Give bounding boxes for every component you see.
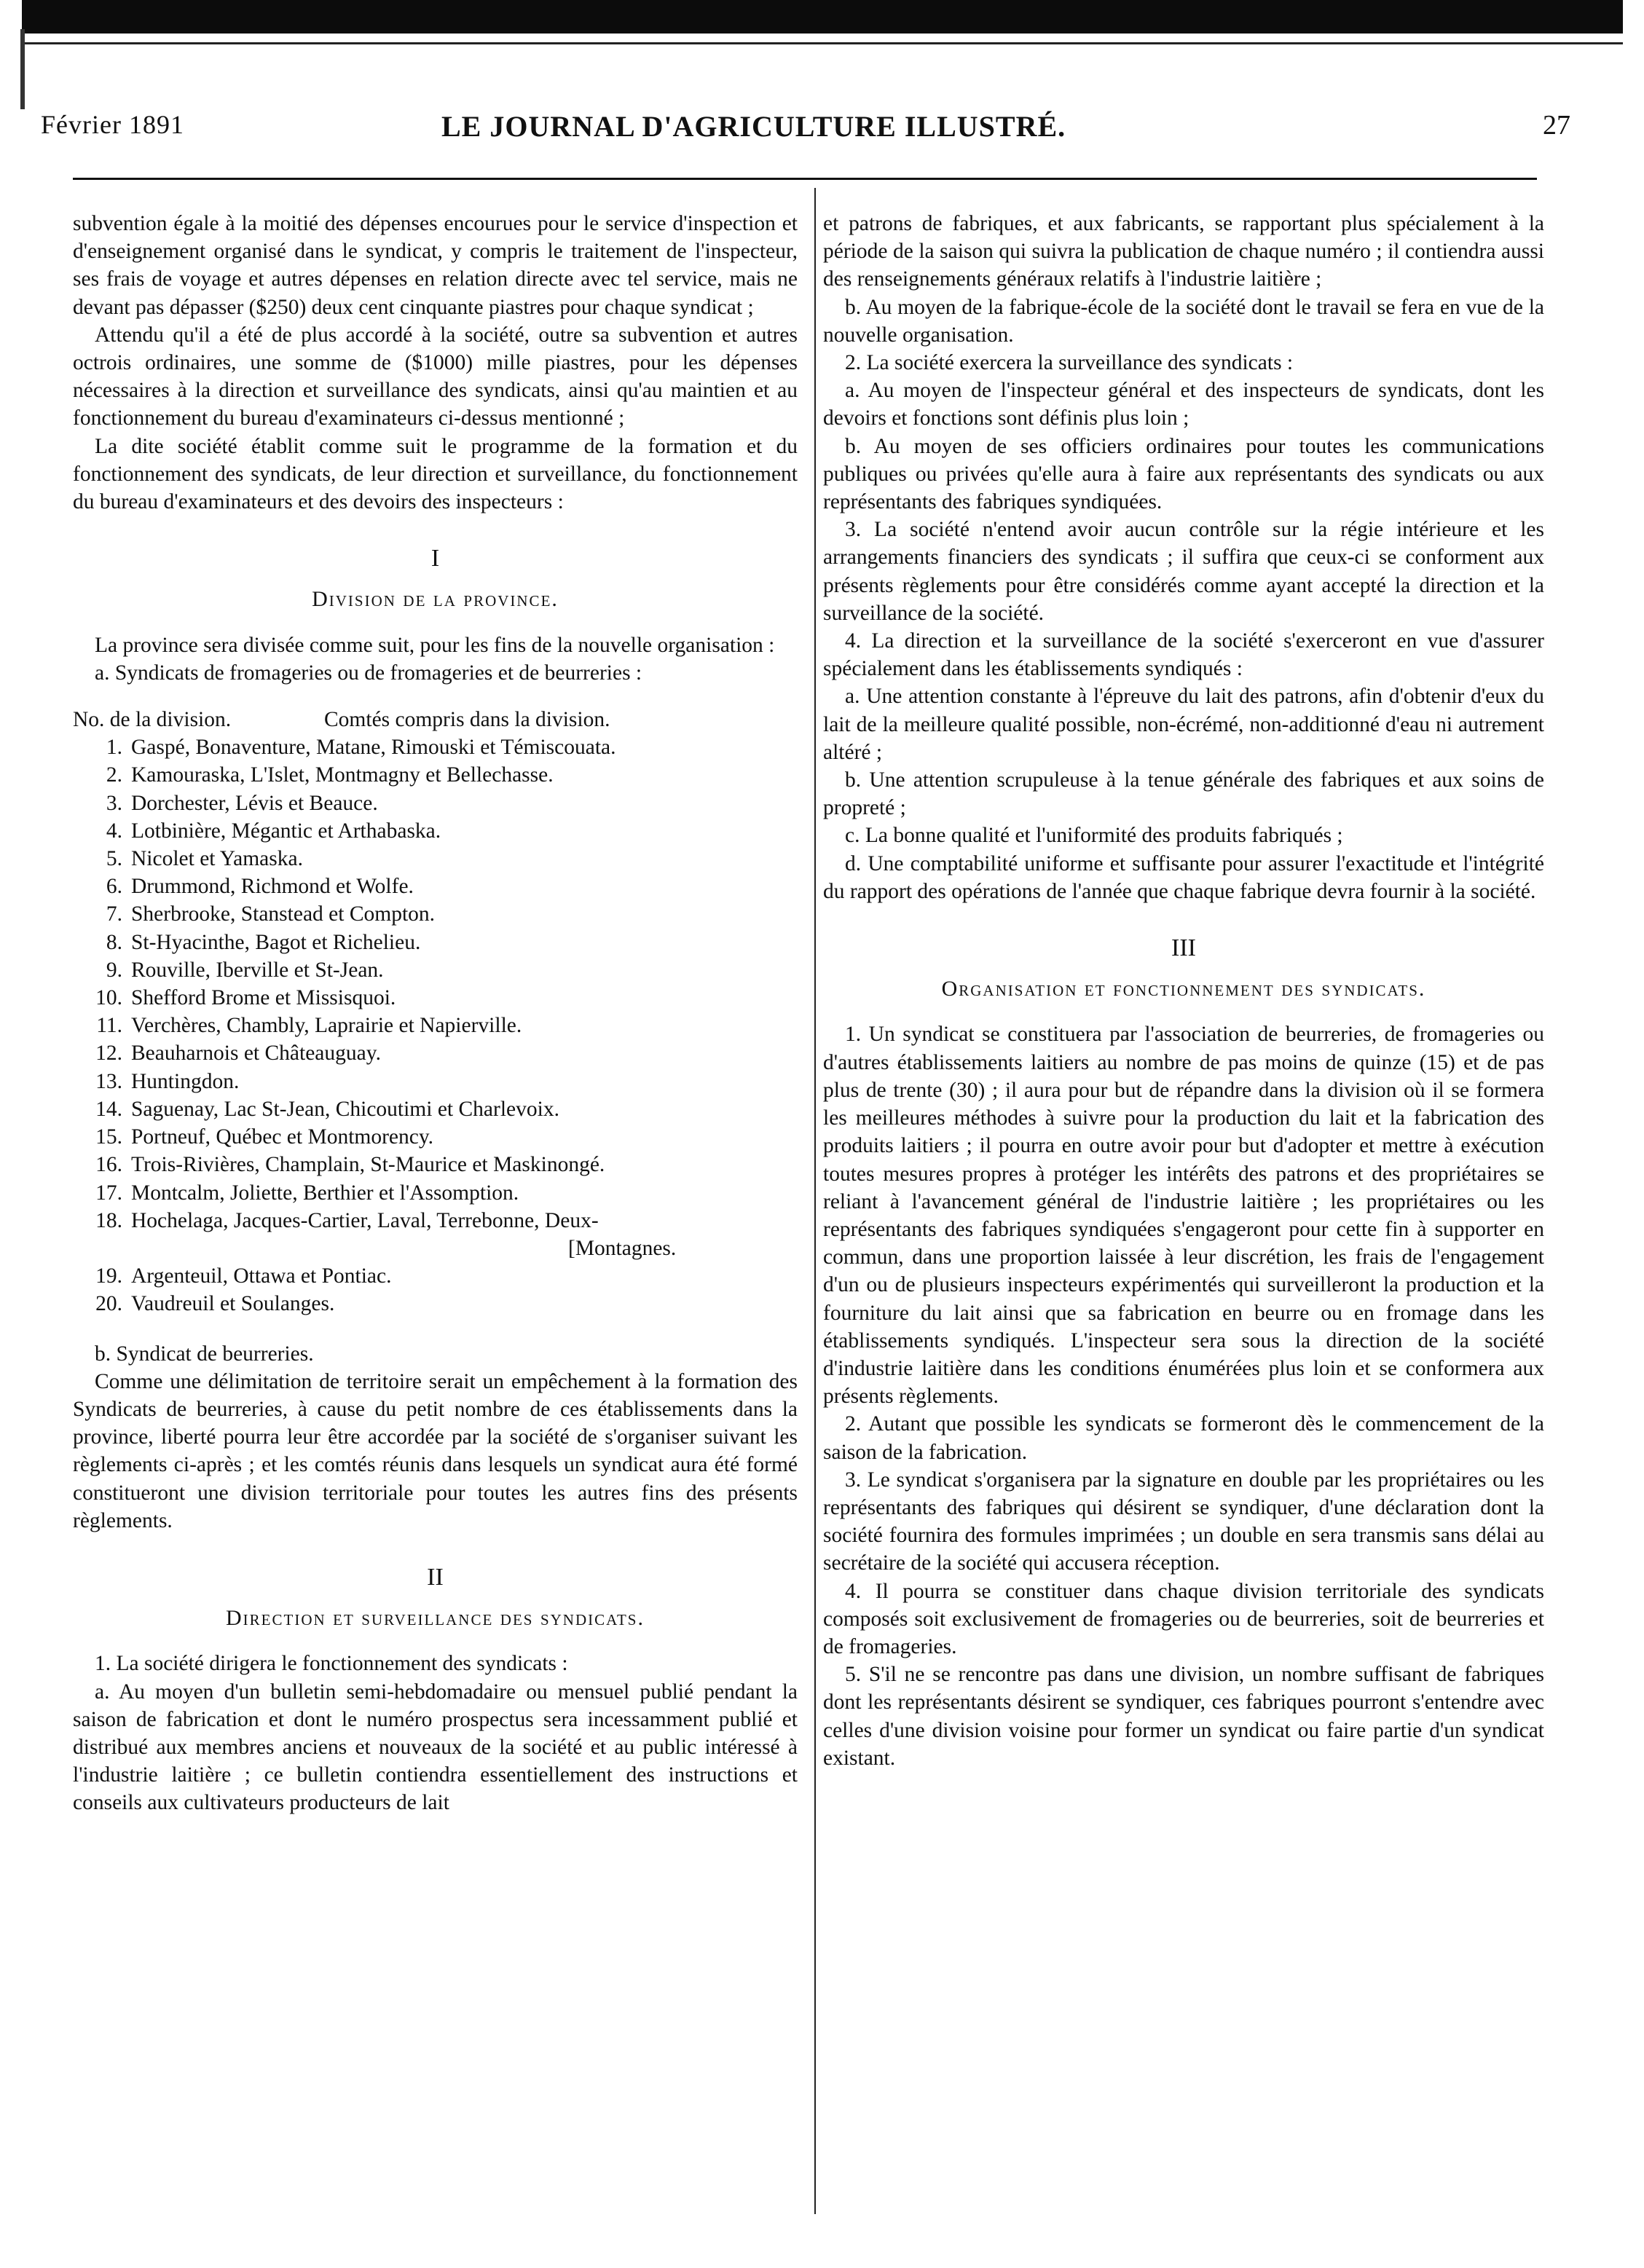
list-item: [73, 1179, 798, 1207]
list-item: [73, 929, 798, 956]
paragraph: 3. La société n'entend avoir aucun contrôle sur la régie intérieure et les arrangements financiers des syndicats ; il suffira que ceux-ci se conforment aux présents règlements pour être considérés comme ayant accepté la direction et la surveillance de la société.: [823, 518, 1544, 625]
division-number: 15.: [95, 1125, 122, 1149]
division-counties: Nicolet et Yamaska.: [131, 847, 303, 871]
paragraph: c. La bonne qualité et l'uniformité des produits fabriqués ;: [845, 824, 1343, 848]
division-number: 19.: [95, 1264, 122, 1288]
division-number: 18.: [95, 1208, 122, 1232]
division-number: 8.: [106, 930, 122, 954]
top-border-rule: [22, 42, 1623, 44]
list-item: [73, 1068, 798, 1095]
division-number: 17.: [95, 1181, 122, 1205]
list-item: [73, 984, 798, 1012]
division-number: 10.: [95, 986, 122, 1010]
division-number: 6.: [106, 875, 122, 899]
paragraph: b. Au moyen de la fabrique-école de la société dont le travail se fera en vue de la nouvelle organisation.: [823, 295, 1544, 347]
paragraph: 1. La société dirigera le fonctionnement des syndicats :: [95, 1652, 568, 1676]
paragraph: La province sera divisée comme suit, pour les fins de la nouvelle organisation :: [95, 633, 775, 657]
division-counties: Argenteuil, Ottawa et Pontiac.: [131, 1264, 392, 1288]
list-item: [73, 873, 798, 900]
list-item: [73, 1095, 798, 1123]
left-edge-mark: [20, 29, 25, 109]
division-counties: Beauharnois et Châteauguay.: [131, 1042, 381, 1066]
division-number: 9.: [106, 958, 122, 982]
division-number: 1.: [106, 736, 122, 760]
paragraph: a. Au moyen de l'inspecteur général et des inspecteurs de syndicats, dont les devoirs et fonctions sont définis plus loin ;: [823, 379, 1544, 430]
left-column: [73, 210, 798, 1817]
section-title: Division de la province.: [312, 587, 559, 612]
division-number: 12.: [95, 1042, 122, 1066]
list-item: [73, 900, 798, 928]
table-column-header: No. de la division.: [73, 708, 232, 732]
paragraph: Comme une délimitation de territoire serait un empêchement à la formation des Syndicats de beurreries, à cause du petit nombre de ces établissements dans la province, liberté pourra leur être accordée par la société de s'organiser suivant les règlements ci-après ; et les comtés réunis dans lesquels un syndicat aura été formé constitueront une division territoriale pour toutes les autres fins des présents règlements.: [73, 1369, 798, 1532]
paragraph: 2. La société exercera la surveillance des syndicats :: [845, 351, 1294, 375]
list-item: [73, 817, 798, 845]
running-header: [41, 109, 1570, 153]
right-column: [823, 210, 1544, 1772]
paragraph: b. Syndicat de beurreries.: [95, 1342, 314, 1366]
list-item: [73, 1262, 798, 1290]
division-counties: Kamouraska, L'Islet, Montmagny et Bellechasse.: [131, 763, 554, 787]
page-number: 27: [1543, 110, 1570, 141]
list-item: [73, 790, 798, 817]
section-title: Organisation et fonctionnement des syndicats.: [941, 977, 1426, 1001]
division-counties: Rouville, Iberville et St-Jean.: [131, 958, 384, 982]
list-item: [73, 1290, 798, 1318]
division-number: 2.: [106, 763, 122, 787]
paragraph: 1. Un syndicat se constituera par l'association de beurreries, de fromageries ou d'autres établissements laitiers au nombre de pas moins de quinze (15) et de pas plus de trente (30) ; il aura pour but de répandre dans la division où il se formera les meilleures méthodes à suivre pour la production du lait et la fabrication des produits laitiers ; il pourra en outre avoir pour but d'adopter et mettre à exécution toutes mesures propres à protéger les intérêts des patrons et des propriétaires se reliant à l'avancement général de l'industrie laitière ; les propriétaires ou les représentants des fabriques syndiquées s'engageront pour cette fin à supporter en commun, dans une proportion laissée à leur discrétion, les frais de l'engagement d'un ou de plusieurs inspecteurs expérimentés qui surveilleront la production et la fourniture du lait ainsi que sa fabrication en beurre ou en fromage dans les établissements syndiqués. L'inspecteur sera sous la direction de la société d'industrie laitière dans les conditions énumérées plus loin et se conformera aux présents règlements.: [823, 1023, 1544, 1409]
top-border-bar: [22, 0, 1623, 34]
division-counties: Gaspé, Bonaventure, Matane, Rimouski et Témiscouata.: [131, 736, 616, 760]
division-counties: St-Hyacinthe, Bagot et Richelieu.: [131, 930, 421, 954]
division-number: 4.: [106, 819, 122, 843]
paragraph: 4. La direction et la surveillance de la société s'exerceront en vue d'assurer spécialement dans les établissements syndiqués :: [823, 629, 1544, 681]
section-numeral: III: [1171, 934, 1196, 962]
paragraph: a. Une attention constante à l'épreuve du lait des patrons, afin d'obtenir d'eux du lait de la meilleure qualité possible, non-écrémé, non-additionné d'eau ni autrement altéré ;: [823, 685, 1544, 764]
list-item: [73, 1235, 798, 1262]
division-number: 16.: [95, 1153, 122, 1177]
division-number: 11.: [96, 1014, 122, 1038]
division-counties: Sherbrooke, Stanstead et Compton.: [131, 902, 436, 926]
division-number: 14.: [95, 1097, 122, 1121]
division-counties: Portneuf, Québec et Montmorency.: [131, 1125, 434, 1149]
table-column-header: Comtés compris dans la division.: [324, 708, 610, 732]
division-number: 3.: [106, 791, 122, 815]
list-item: [73, 1123, 798, 1151]
list-item: [73, 845, 798, 873]
division-counties-continuation: [Montagnes.: [568, 1236, 677, 1260]
division-counties: Drummond, Richmond et Wolfe.: [131, 875, 414, 899]
division-counties: Verchères, Chambly, Laprairie et Napierville.: [131, 1014, 522, 1038]
paragraph: a. Au moyen d'un bulletin semi-hebdomadaire ou mensuel publié pendant la saison de fabrication et dont le numéro prospectus sera incessamment publié et distribué aux membres anciens et nouveaux de la société et au public intéressé à l'industrie laitière ; ce bulletin contiendra essentiellement des instructions et conseils aux cultivateurs producteurs de lait: [73, 1680, 798, 1815]
division-list: [73, 733, 798, 1318]
paragraph: Attendu qu'il a été de plus accordé à la société, outre sa subvention et autres octrois ordinaires, une somme de ($1000) mille piastres, pour les dépenses nécessaires à la direction et surveillance des syndicats, ainsi qu'au maintien et au fonctionnement du bureau d'examinateurs ci-dessus mentionné ;: [73, 323, 798, 430]
paragraph: d. Une comptabilité uniforme et suffisante pour assurer l'exactitude et l'intégrité du rapport des opérations de l'année que chaque fabrique devra fournir à la société.: [823, 851, 1544, 903]
division-table-header: [73, 706, 798, 733]
list-item: [73, 1207, 798, 1235]
paragraph: 3. Le syndicat s'organisera par la signature en double par les propriétaires ou les représentants des fabriques qui désirent se syndiquer, d'une déclaration dont la société fournira des formules imprimées ; un double en sera transmis sans délai au secrétaire de la société qui accusera réception.: [823, 1468, 1544, 1575]
paragraph: 2. Autant que possible les syndicats se formeront dès le commencement de la saison de la fabrication.: [823, 1412, 1544, 1464]
division-number: 5.: [106, 847, 122, 871]
paragraph: La dite société établit comme suit le programme de la formation et du fonctionnement des syndicats, de leur direction et surveillance, du fonctionnement du bureau d'examinateurs et des devoirs des inspecteurs :: [73, 434, 798, 514]
division-counties: Saguenay, Lac St-Jean, Chicoutimi et Charlevoix.: [131, 1097, 559, 1121]
list-item: [73, 1039, 798, 1067]
section-title: Direction et surveillance des syndicats.: [226, 1606, 645, 1631]
list-item: [73, 1012, 798, 1039]
paragraph: 4. Il pourra se constituer dans chaque division territoriale des syndicats composés soit exclusivement de fromageries ou de beurreries, soit de beurreries et de fromageries.: [823, 1579, 1544, 1658]
list-item: [73, 956, 798, 984]
list-item: [73, 1151, 798, 1178]
division-counties: Lotbinière, Mégantic et Arthabaska.: [131, 819, 441, 843]
division-counties: Hochelaga, Jacques-Cartier, Laval, Terrebonne, Deux-: [131, 1208, 599, 1232]
paragraph: 5. S'il ne se rencontre pas dans une division, un nombre suffisant de fabriques dont les représentants désirent se syndiquer, ces fabriques pourront s'entendre avec celles d'une division voisine pour former un syndicat ou faire partie d'un syndicat existant.: [823, 1663, 1544, 1770]
paragraph: a. Syndicats de fromageries ou de fromageries et de beurreries :: [95, 661, 642, 685]
division-counties: Huntingdon.: [131, 1069, 240, 1093]
division-number: 20.: [95, 1292, 122, 1316]
division-number: 13.: [95, 1069, 122, 1093]
paragraph: b. Une attention scrupuleuse à la tenue générale des fabriques et aux soins de propreté ;: [823, 768, 1544, 820]
paragraph: subvention égale à la moitié des dépenses encourues pour le service d'inspection et d'enseignement organisé dans le syndicat, y compris le traitement de l'inspecteur, ses frais de voyage et autres dépenses en relation directe avec tel service, mais ne devant pas dépasser ($250) deux cent cinquante piastres pour chaque syndicat ;: [73, 212, 798, 319]
header-rule: [73, 178, 1537, 180]
division-number: 7.: [106, 902, 122, 926]
section-numeral: I: [430, 545, 440, 572]
paragraph: et patrons de fabriques, et aux fabricants, se rapportant plus spécialement à la période de la saison qui suivra la publication de chaque numéro ; il contiendra aussi des renseignements généraux relatifs à l'industrie laitière ;: [823, 212, 1544, 291]
section-numeral: II: [427, 1563, 444, 1591]
list-item: [73, 761, 798, 789]
paragraph: b. Au moyen de ses officiers ordinaires pour toutes les communications publiques ou privées qu'elle aura à faire aux représentants des syndicats ou aux représentants des fabriques syndiquées.: [823, 434, 1544, 514]
division-counties: Vaudreuil et Soulanges.: [131, 1292, 335, 1316]
header-date: Février 1891: [41, 110, 184, 139]
list-item: [73, 733, 798, 761]
division-counties: Dorchester, Lévis et Beauce.: [131, 791, 378, 815]
division-counties: Montcalm, Joliette, Berthier et l'Assomption.: [131, 1181, 519, 1205]
journal-title: LE JOURNAL D'AGRICULTURE ILLUSTRÉ.: [441, 110, 1066, 143]
column-divider: [814, 188, 816, 2214]
division-counties: Trois-Rivières, Champlain, St-Maurice et Maskinongé.: [131, 1153, 605, 1177]
division-counties: Shefford Brome et Missisquoi.: [131, 986, 396, 1010]
